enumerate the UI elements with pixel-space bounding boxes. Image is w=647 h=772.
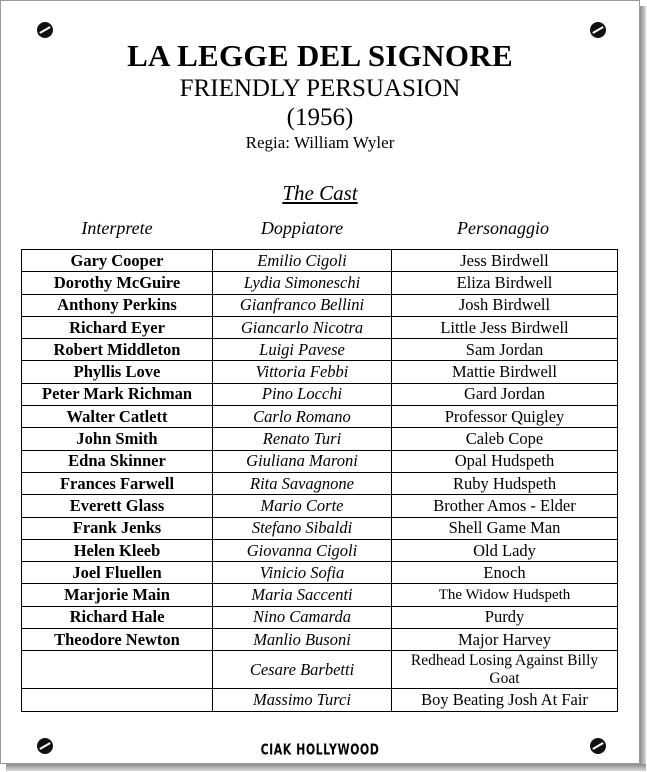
cell-personaggio: Mattie Birdwell xyxy=(392,361,618,383)
cell-personaggio: Gard Jordan xyxy=(392,383,618,405)
table-row xyxy=(22,250,618,272)
table-row xyxy=(22,689,618,711)
cell-interprete: Walter Catlett xyxy=(22,406,213,428)
column-header-personaggio: Personaggio xyxy=(457,218,549,238)
cell-doppiatore: Cesare Barbetti xyxy=(213,651,392,689)
cell-personaggio: Professor Quigley xyxy=(392,406,618,428)
table-row xyxy=(22,629,618,651)
table-row xyxy=(22,294,618,316)
cell-doppiatore: Giuliana Maroni xyxy=(213,450,392,472)
table-row xyxy=(22,472,618,494)
cell-doppiatore: Vittoria Febbi xyxy=(213,361,392,383)
cell-personaggio: Old Lady xyxy=(392,539,618,561)
cell-personaggio: Jess Birdwell xyxy=(392,250,618,272)
cell-personaggio: Eliza Birdwell xyxy=(392,272,618,294)
column-header-doppiatore: Doppiatore xyxy=(260,218,344,238)
cell-doppiatore: Pino Locchi xyxy=(213,383,392,405)
cell-interprete: Marjorie Main xyxy=(22,584,213,606)
screw-icon xyxy=(590,22,606,38)
cell-doppiatore: Manlio Busoni xyxy=(213,629,392,651)
cell-doppiatore: Luigi Pavese xyxy=(213,339,392,361)
cell-doppiatore: Gianfranco Bellini xyxy=(213,294,392,316)
cell-doppiatore: Vinicio Sofia xyxy=(213,562,392,584)
cell-personaggio: Josh Birdwell xyxy=(392,294,618,316)
table-row xyxy=(22,495,618,517)
table-row xyxy=(22,406,618,428)
cell-interprete: John Smith xyxy=(22,428,213,450)
cell-interprete: Richard Eyer xyxy=(22,316,213,338)
cell-doppiatore: Stefano Sibaldi xyxy=(213,517,392,539)
cell-interprete: Richard Hale xyxy=(22,606,213,628)
table-row xyxy=(22,539,618,561)
cell-doppiatore: Mario Corte xyxy=(213,495,392,517)
cast-heading-text: The Cast xyxy=(282,181,358,205)
release-year: (1956) xyxy=(286,104,354,131)
ciak-hollywood-logo: CIAK HOLLYWOOD xyxy=(260,740,380,759)
column-header-interprete: Interprete xyxy=(81,218,153,238)
cell-interprete: Gary Cooper xyxy=(22,250,213,272)
table-row xyxy=(22,383,618,405)
cell-personaggio: Boy Beating Josh At Fair xyxy=(392,689,618,711)
cell-interprete: Frances Farwell xyxy=(22,472,213,494)
cell-doppiatore: Rita Savagnone xyxy=(213,472,392,494)
table-row xyxy=(22,606,618,628)
cast-heading xyxy=(0,181,640,206)
director-line: Regia: William Wyler xyxy=(245,133,395,152)
cell-doppiatore: Nino Camarda xyxy=(213,606,392,628)
table-row xyxy=(22,428,618,450)
page-title: LA LEGGE DEL SIGNORE xyxy=(127,38,513,73)
cell-doppiatore: Giancarlo Nicotra xyxy=(213,316,392,338)
table-row xyxy=(22,584,618,606)
cell-interprete: Frank Jenks xyxy=(22,517,213,539)
cell-interprete: Robert Middleton xyxy=(22,339,213,361)
cell-personaggio: Purdy xyxy=(392,606,618,628)
cell-interprete: Peter Mark Richman xyxy=(22,383,213,405)
cell-interprete: Anthony Perkins xyxy=(22,294,213,316)
cell-interprete: Dorothy McGuire xyxy=(22,272,213,294)
plaque-shadow-bottom xyxy=(6,764,646,771)
table-row xyxy=(22,316,618,338)
plaque-shadow-right xyxy=(640,6,646,770)
cell-personaggio: The Widow Hudspeth xyxy=(392,584,618,606)
cell-doppiatore: Emilio Cigoli xyxy=(213,250,392,272)
cell-doppiatore: Lydia Simoneschi xyxy=(213,272,392,294)
cell-interprete xyxy=(22,651,213,689)
cell-personaggio: Caleb Cope xyxy=(392,428,618,450)
cell-interprete: Joel Fluellen xyxy=(22,562,213,584)
cell-personaggio: Major Harvey xyxy=(392,629,618,651)
screw-icon xyxy=(37,22,53,38)
table-row xyxy=(22,651,618,689)
cell-interprete xyxy=(22,689,213,711)
cell-personaggio: Redhead Losing Against Billy Goat xyxy=(392,651,618,689)
cell-personaggio: Opal Hudspeth xyxy=(392,450,618,472)
table-row xyxy=(22,339,618,361)
cell-interprete: Theodore Newton xyxy=(22,629,213,651)
cell-interprete: Everett Glass xyxy=(22,495,213,517)
cell-doppiatore: Renato Turi xyxy=(213,428,392,450)
cell-doppiatore: Carlo Romano xyxy=(213,406,392,428)
cell-personaggio: Brother Amos - Elder xyxy=(392,495,618,517)
cell-personaggio: Shell Game Man xyxy=(392,517,618,539)
table-row xyxy=(22,517,618,539)
table-row xyxy=(22,361,618,383)
table-row xyxy=(22,450,618,472)
table-row xyxy=(22,272,618,294)
cell-interprete: Helen Kleeb xyxy=(22,539,213,561)
cell-personaggio: Enoch xyxy=(392,562,618,584)
cell-personaggio: Sam Jordan xyxy=(392,339,618,361)
cell-personaggio: Ruby Hudspeth xyxy=(392,472,618,494)
cell-interprete: Edna Skinner xyxy=(22,450,213,472)
table-row xyxy=(22,562,618,584)
cast-table xyxy=(21,249,618,712)
cell-personaggio: Little Jess Birdwell xyxy=(392,316,618,338)
cell-doppiatore: Maria Saccenti xyxy=(213,584,392,606)
original-title: FRIENDLY PERSUASION xyxy=(179,75,461,102)
cell-doppiatore: Massimo Turci xyxy=(213,689,392,711)
cell-doppiatore: Giovanna Cigoli xyxy=(213,539,392,561)
cell-interprete: Phyllis Love xyxy=(22,361,213,383)
